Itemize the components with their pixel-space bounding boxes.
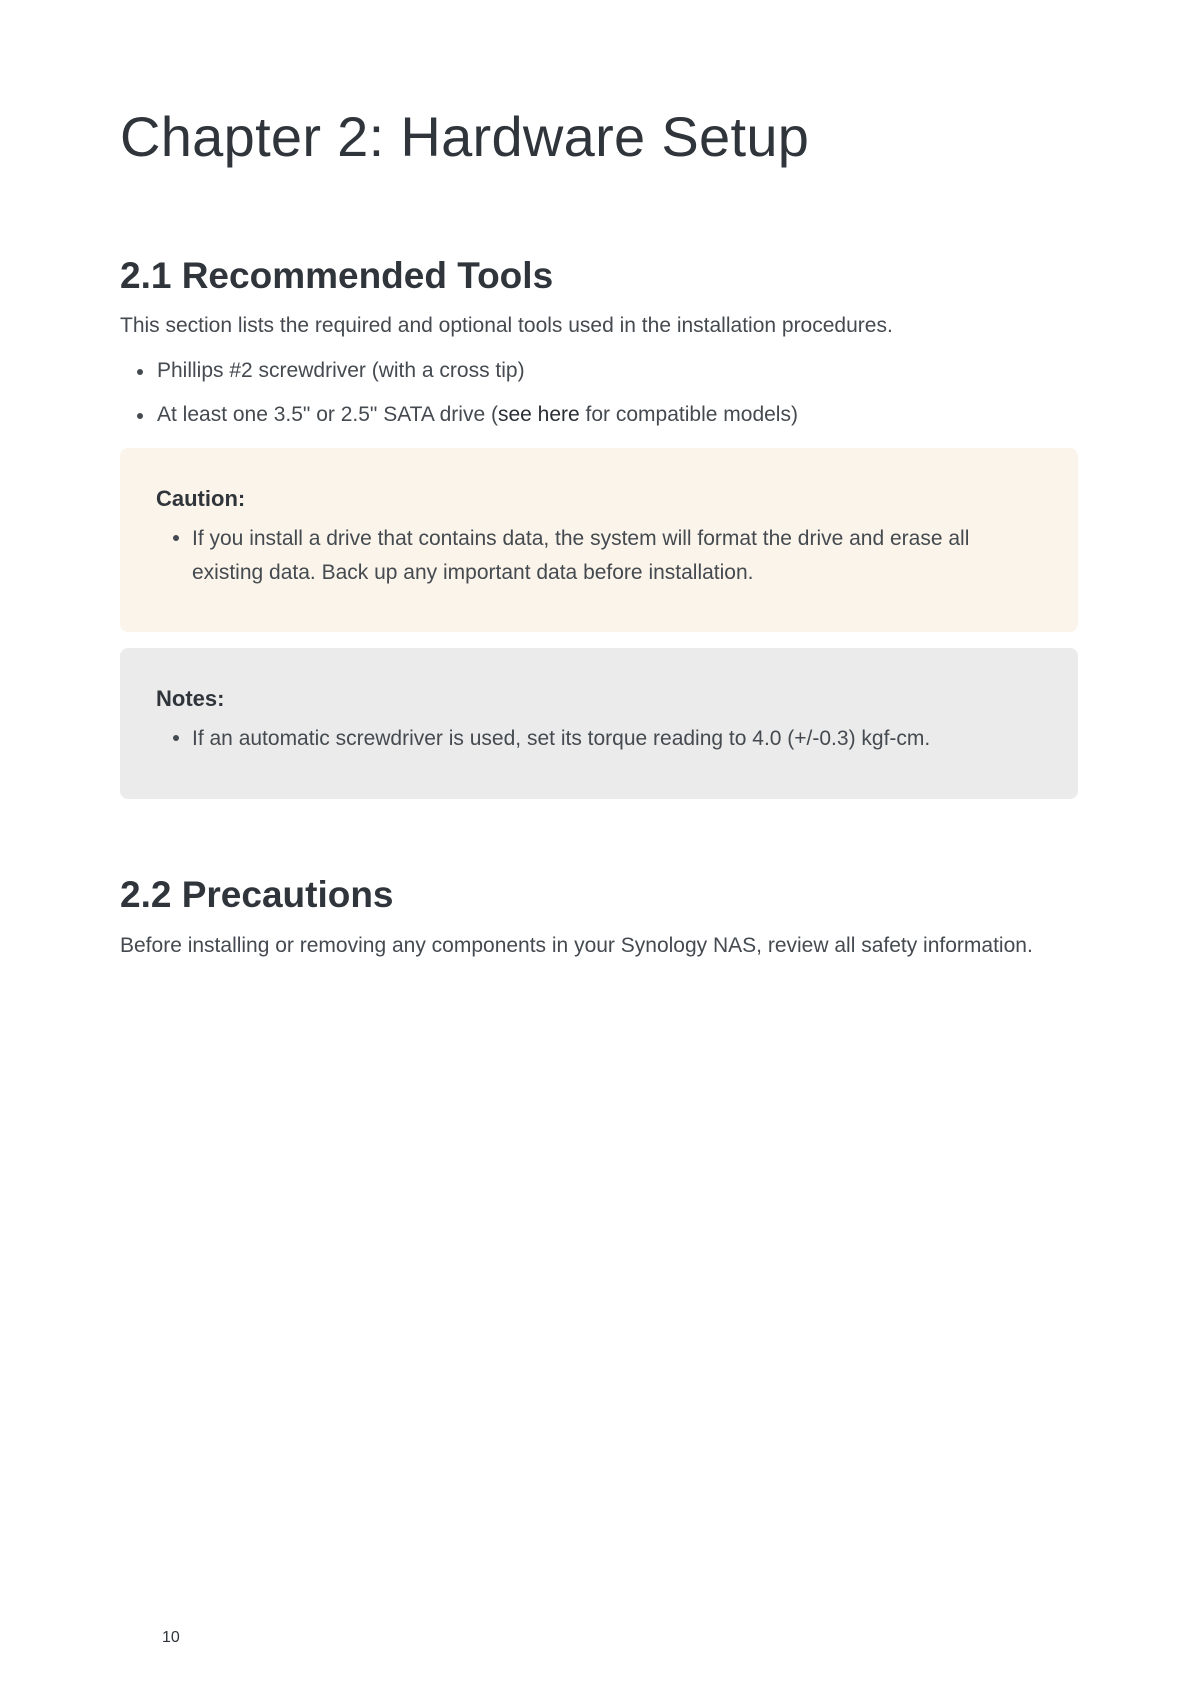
chapter-title: Chapter 2: Hardware Setup [120,105,810,168]
caution-list [156,522,1042,590]
caution-text: If you install a drive that contains data, the system will format the drive and erase all existing data. Back up any important data before installation. [192,527,970,584]
compatibility-link[interactable]: see here [497,403,580,426]
list-item-text: for compatible models) [579,403,798,426]
caution-title: Caution: [156,486,246,511]
bullet-icon [137,413,143,419]
section-heading-precautions: 2.2 Precautions [120,874,394,915]
notes-list [156,722,1042,756]
list-item [120,400,798,444]
list-item [156,722,1042,756]
bullet-icon [173,735,179,741]
tools-list [120,356,798,444]
list-item-text: Phillips #2 screwdriver (with a cross tip) [157,359,525,382]
bullet-icon [173,535,179,541]
section-heading-recommended-tools: 2.1 Recommended Tools [120,255,554,296]
section-intro: This section lists the required and optional tools used in the installation procedures. [120,314,893,337]
list-item-text: At least one 3.5" or 2.5" SATA drive ( [157,403,498,426]
bullet-icon [137,369,143,375]
list-item [156,522,1042,590]
caution-box [120,448,1078,632]
notes-box [120,648,1078,799]
notes-text: If an automatic screwdriver is used, set its torque reading to 4.0 (+/-0.3) kgf-cm. [192,727,931,750]
notes-title: Notes: [156,686,225,711]
list-item [120,356,798,400]
page-number: 10 [162,1629,180,1646]
section-intro: Before installing or removing any components in your Synology NAS, review all safety information. [120,934,1033,957]
